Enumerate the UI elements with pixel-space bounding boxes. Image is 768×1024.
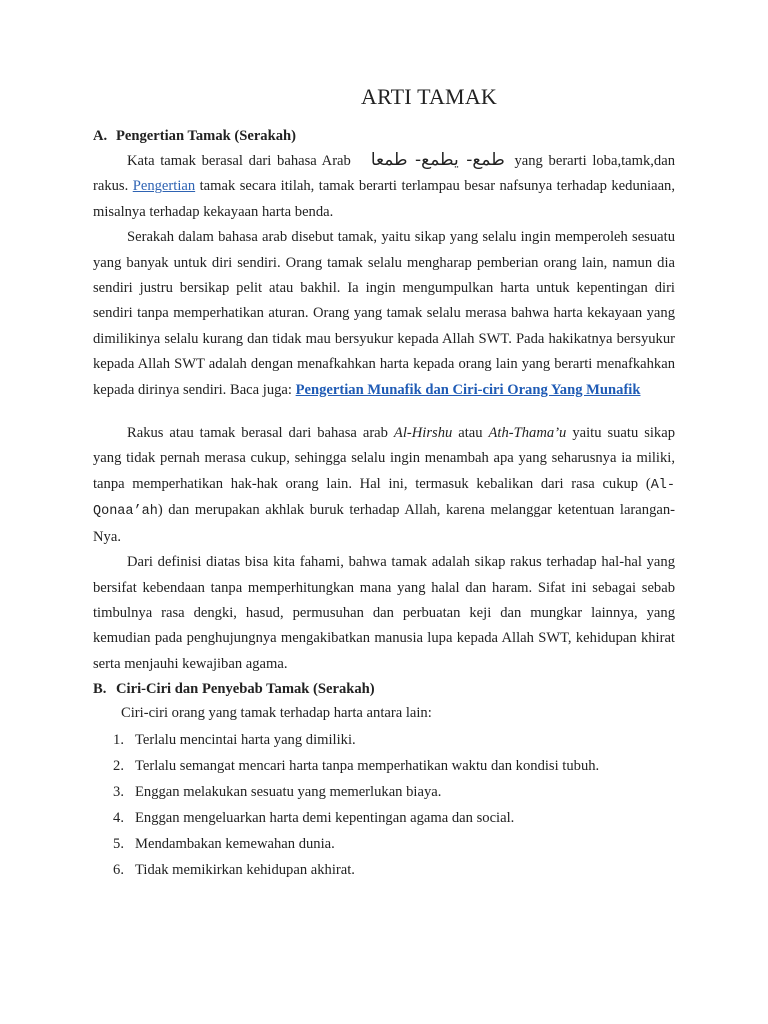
document-page: [93, 84, 675, 883]
pengertian-link[interactable]: Pengertian: [132, 178, 196, 195]
p3-after: yaitu suatu sikap yang tidak pernah merasa cukup, sehingga selalu ingin menambah apa yang seharusnya ia miliki, tanpa memperhatikan hak-hak orang lain. Hal ini, termasuk kebalikan dari rasa cukup (: [93, 425, 675, 492]
p1-before-arabic: Kata tamak berasal dari bahasa Arab: [127, 153, 351, 169]
list-text: Enggan melakukan sesuatu yang memerlukan biaya.: [135, 783, 442, 800]
p3-before: Rakus atau tamak berasal dari bahasa arab: [127, 425, 388, 442]
list-number: 6.: [113, 861, 124, 878]
list-item: [93, 753, 675, 779]
munafik-link[interactable]: Pengertian Munafik dan Ciri-ciri Orang Yang Munafik: [295, 381, 641, 398]
list-number: 3.: [113, 783, 124, 800]
ciri-ciri-list: [93, 727, 675, 883]
term-al-qonaah: Al-Qonaa’ah: [93, 477, 675, 520]
list-item: [93, 779, 675, 805]
paragraph-1: [93, 148, 675, 225]
section-b-heading: [93, 677, 675, 701]
term-ath-thamau: Ath-Thama’u: [488, 425, 567, 442]
section-a-heading: [93, 124, 675, 148]
list-item: [93, 805, 675, 831]
list-text: Terlalu semangat mencari harta tanpa memperhatikan waktu dan kondisi tubuh.: [135, 757, 600, 774]
list-number: 5.: [113, 835, 124, 852]
section-a-letter: A.: [93, 128, 108, 144]
list-item: [93, 857, 675, 883]
list-text: Enggan mengeluarkan harta demi kepentingan agama dan social.: [135, 809, 515, 826]
list-intro: Ciri-ciri orang yang tamak terhadap harta antara lain:: [121, 705, 432, 722]
section-a-title: Pengertian Tamak (Serakah): [116, 128, 296, 144]
page-title: ARTI TAMAK: [360, 84, 497, 109]
paragraph-gap: [93, 403, 675, 421]
paragraph-4: Dari definisi diatas bisa kita fahami, bahwa tamak adalah sikap rakus terhadap hal-hal yang bersifat kebendaan tanpa memperhitungkan mana yang halal dan haram. Sifat ini sebagai sebab timbulnya rasa dengki, hasud, permusuhan dan perbuatan keji dan mungkar lainnya, yang kemudian pada penghujungnya mengakibatkan manusia lupa kepada Allah SWT, kehidupan khirat serta menjauhi kewajiban agama.: [93, 554, 675, 672]
list-number: 4.: [113, 809, 124, 826]
term-al-hirshu: Al-Hirshu: [393, 425, 453, 442]
list-text: Tidak memikirkan kehidupan akhirat.: [135, 861, 355, 878]
p1-after-arabic: yang berarti loba,tamk,dan rakus.: [93, 153, 676, 195]
p3-middle: atau: [458, 425, 483, 442]
p1-rest: tamak secara itilah, tamak berarti terlampau besar nafsunya terhadap keduniaan, misalnya terhadap kekayaan harta benda.: [93, 178, 675, 220]
p2-text: Serakah dalam bahasa arab disebut tamak, yaitu sikap yang selalu ingin memperoleh sesuatu yang banyak untuk diri sendiri. Orang tamak selalu mengharap pemberian orang lain, namun dia sendiri justru bersikap pelit atau bakhil. Ia ingin mengumpulkan harta untuk kepentingan diri sendiri tanpa memperhatikan aturan. Orang yang tamak selalu merasa bahwa harta kekayaan yang dimilikinya selalu kurang dan tidak mau bersyukur kepada Allah SWT. Pada hakikatnya bersyukur kepada Allah SWT adalah dengan menafkahkan harta kepada orang lain yang berarti menafkahkan kepada dirinya sendiri. Baca juga:: [93, 229, 675, 398]
paragraph-3: [93, 421, 675, 550]
list-number: 1.: [113, 731, 124, 748]
list-item: [93, 831, 675, 857]
paragraph-2: [93, 225, 675, 403]
list-text: Terlalu mencintai harta yang dimiliki.: [135, 731, 356, 748]
list-number: 2.: [113, 757, 124, 774]
list-text: Mendambakan kemewahan dunia.: [135, 835, 335, 852]
section-b-letter: B.: [93, 681, 107, 698]
arabic-text: طمع- يطمع- طمعا: [370, 150, 505, 170]
p3-end: ) dan merupakan akhlak buruk terhadap Allah, karena melanggar ketentuan larangan-Nya.: [93, 502, 675, 545]
list-item: [93, 727, 675, 753]
section-b-title: Ciri-Ciri dan Penyebab Tamak (Serakah): [116, 681, 375, 698]
